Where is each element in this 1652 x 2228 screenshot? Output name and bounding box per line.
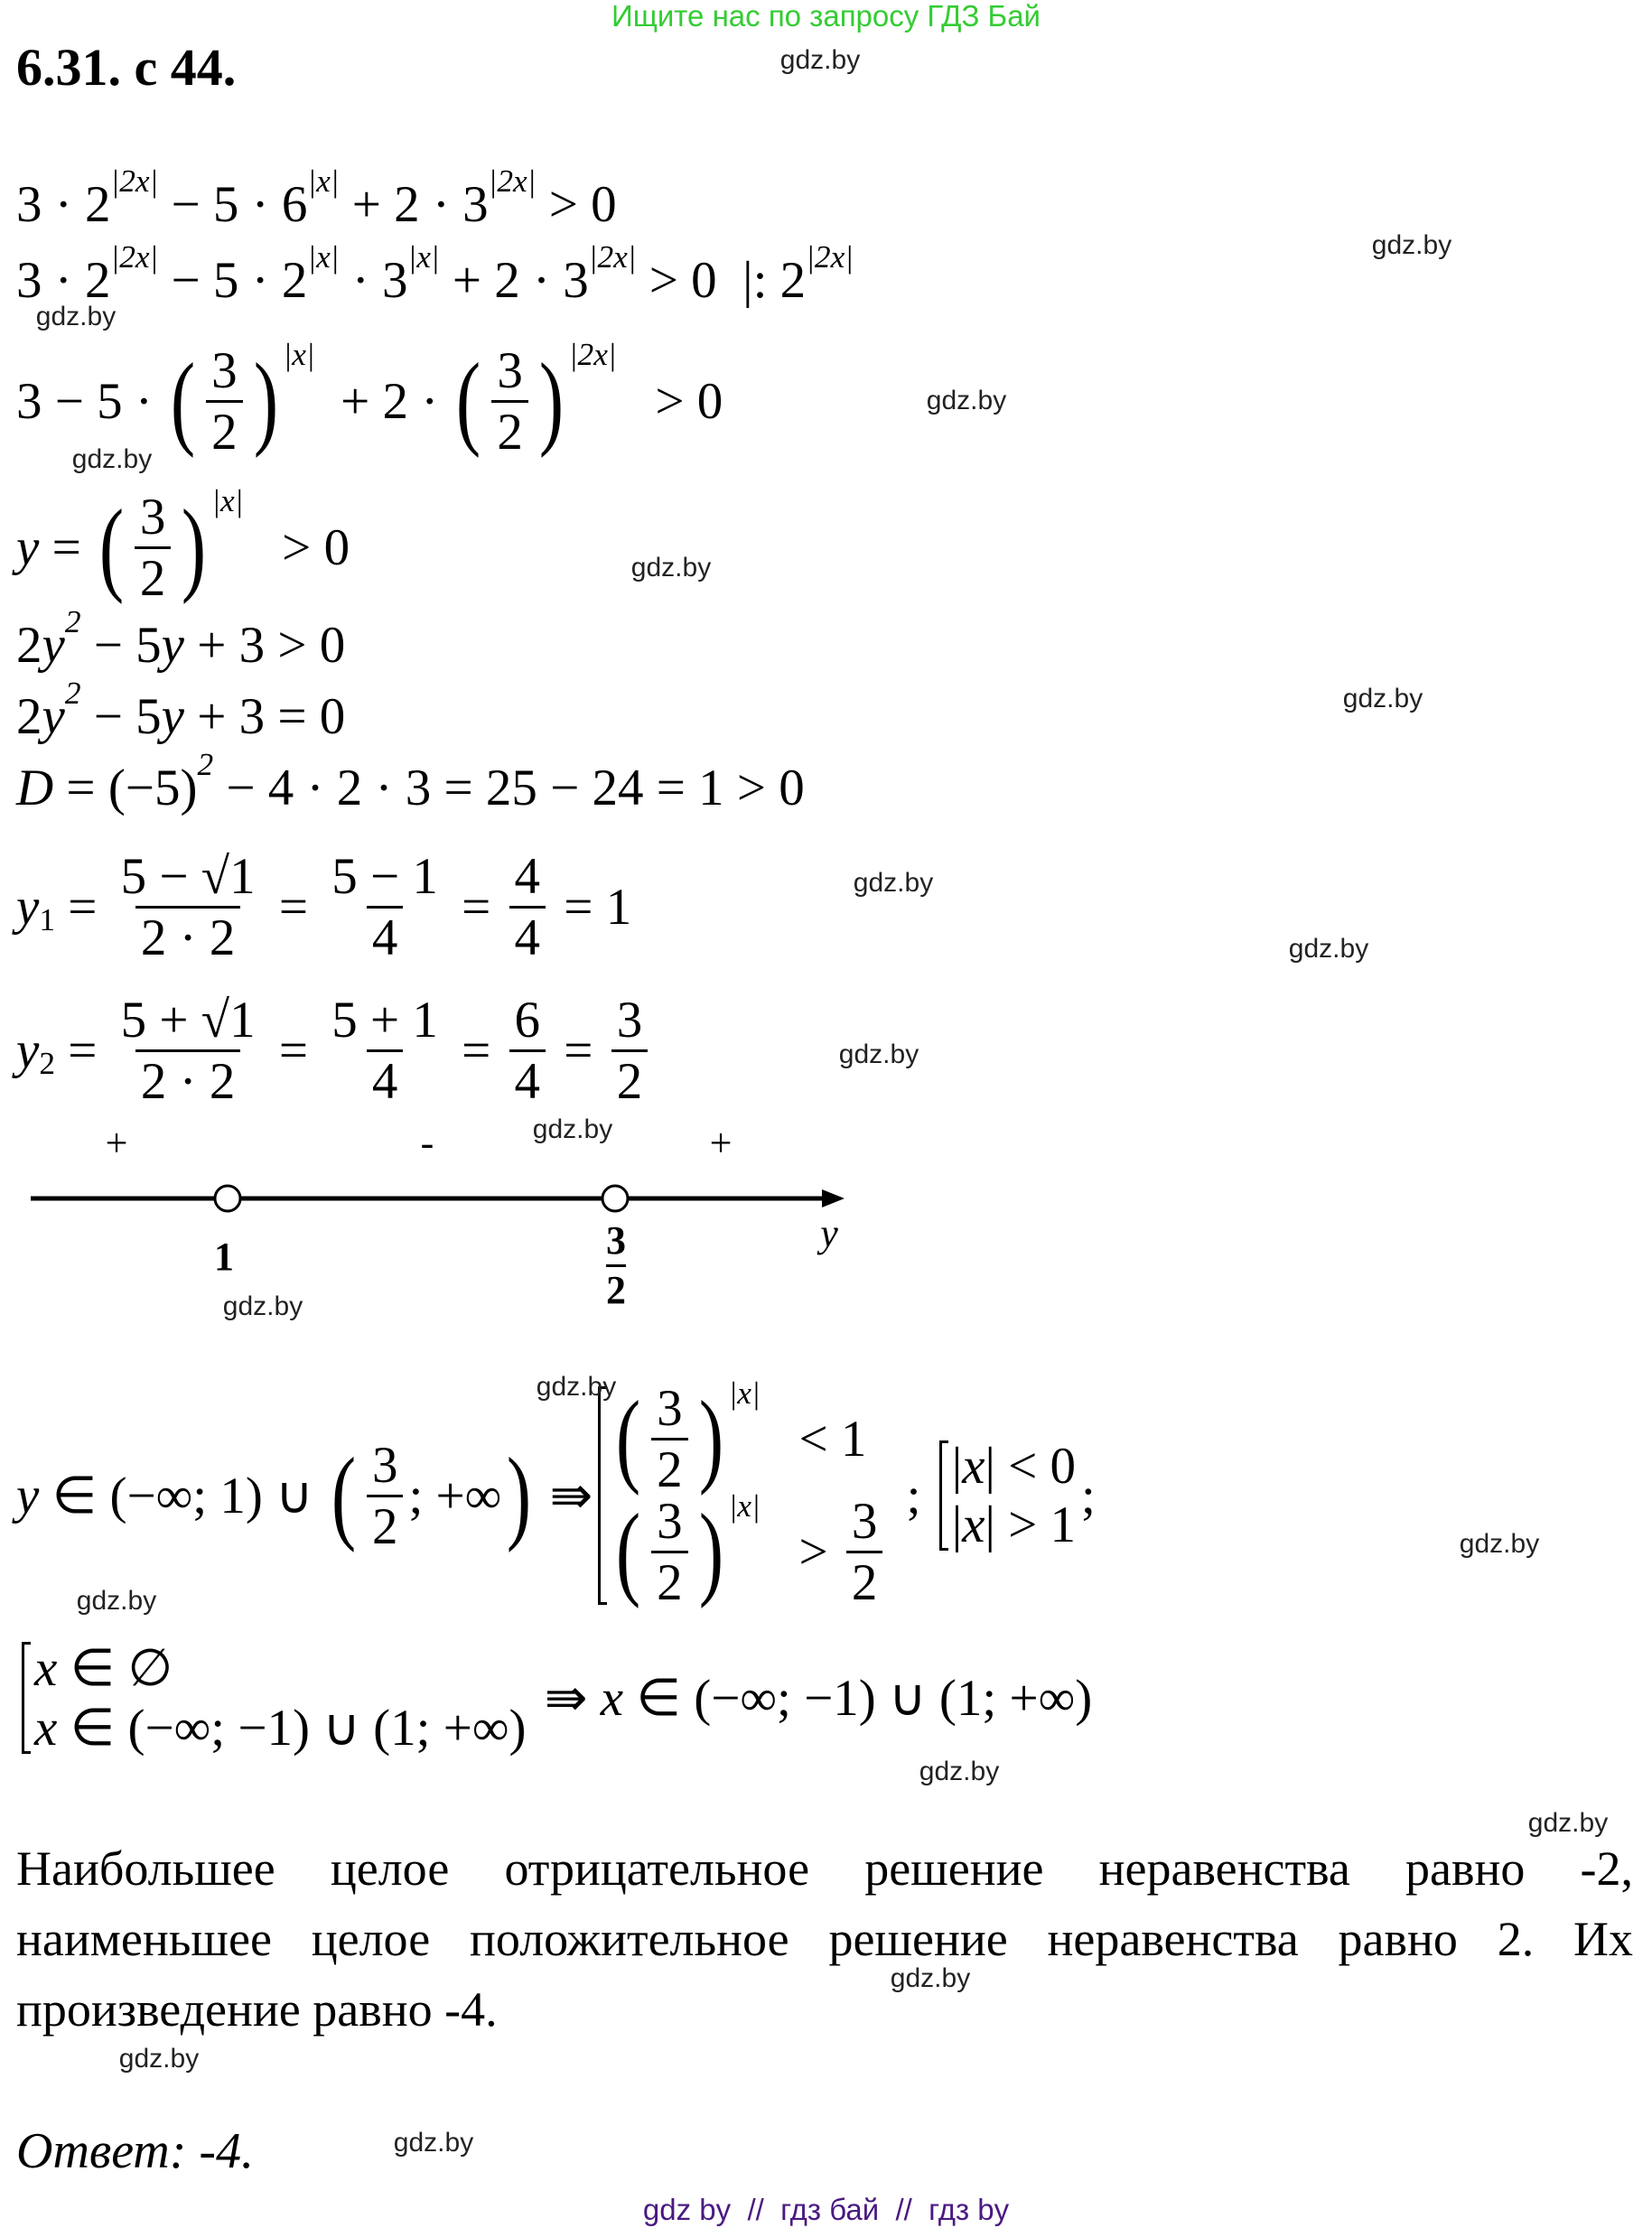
math-text: 3 · 2 xyxy=(16,175,111,233)
open-paren: ( xyxy=(616,1493,641,1610)
parenthesized-fraction xyxy=(94,488,211,607)
parenthesized-fraction xyxy=(611,1493,728,1611)
exponent: |2x| xyxy=(110,239,159,275)
sign-interval-2: - xyxy=(420,1121,434,1165)
math-text: 2 xyxy=(16,616,42,674)
exponent: |2x| xyxy=(110,163,159,200)
axis-arrow-icon xyxy=(822,1189,845,1207)
fraction-denominator: 2 xyxy=(611,1049,649,1107)
math-text: 2 xyxy=(16,687,42,745)
math-text: = xyxy=(551,1021,606,1079)
watermark: gdz.by xyxy=(630,553,712,583)
fraction-denominator: 4 xyxy=(509,906,546,964)
fraction xyxy=(326,847,443,966)
axis-label: y xyxy=(820,1211,838,1255)
math-variable: y xyxy=(16,1467,40,1524)
exponent: 2 xyxy=(197,747,214,783)
fraction-numerator: 3 xyxy=(211,341,238,399)
fraction-denominator: 2 xyxy=(651,1551,688,1608)
watermark: gdz.by xyxy=(76,1586,157,1616)
watermark: gdz.by xyxy=(536,1372,617,1402)
number-line xyxy=(0,1120,903,1337)
exponent: 2 xyxy=(64,604,81,640)
math-variable: x xyxy=(34,1639,58,1697)
watermark: gdz.by xyxy=(71,444,153,474)
watermark: gdz.by xyxy=(532,1114,613,1144)
close-paren: ) xyxy=(538,341,564,459)
watermark: gdz.by xyxy=(222,1291,303,1321)
math-text: − 5 xyxy=(80,616,162,674)
math-text: = xyxy=(448,878,504,936)
fraction xyxy=(491,341,528,461)
subscript: 2 xyxy=(39,1045,55,1081)
math-text: + 2 · 3 xyxy=(439,251,589,309)
sign-interval-1: + xyxy=(105,1121,128,1165)
math-text: − 5 xyxy=(80,687,162,745)
fraction-numerator: 5 + √1 xyxy=(120,991,256,1049)
math-text: ∈ (−∞; −1) ∪ (1; +∞) xyxy=(57,1700,527,1757)
parenthesized-fraction xyxy=(165,341,283,461)
fraction xyxy=(116,991,261,1110)
math-variable: y xyxy=(42,687,65,745)
math-text: 3 · 2 xyxy=(16,251,111,309)
exponent: |x| xyxy=(728,1375,761,1411)
math-variable: x xyxy=(962,1496,985,1553)
math-variable: x xyxy=(34,1699,58,1757)
math-text: ⇛ xyxy=(537,1468,593,1524)
exponent: |x| xyxy=(307,239,340,275)
system-row xyxy=(34,1698,527,1757)
exponent: |x| xyxy=(283,337,315,373)
point-label-1: 1 xyxy=(214,1235,234,1279)
math-text: ∈ (−∞; −1) ∪ (1; +∞) xyxy=(623,1670,1093,1727)
fraction-numerator: 5 − √1 xyxy=(120,847,256,905)
math-text: < 1 xyxy=(760,1411,867,1468)
system-row xyxy=(952,1437,1076,1496)
exponent: |x| xyxy=(728,1487,761,1524)
math-text: 3 − 5 · xyxy=(16,372,166,430)
math-text: · 3 xyxy=(339,251,408,309)
math-text: | xyxy=(951,1438,963,1495)
exponent: |2x| xyxy=(568,337,617,373)
fraction-denominator: 2 xyxy=(367,1495,404,1552)
watermark: gdz.by xyxy=(890,1963,971,1993)
watermark: gdz.by xyxy=(1342,684,1423,713)
fraction xyxy=(206,341,243,461)
fraction xyxy=(116,847,261,966)
watermark: gdz.by xyxy=(838,1039,919,1069)
fraction-denominator: 4 xyxy=(367,906,404,964)
math-text: = xyxy=(448,1021,504,1079)
watermark: gdz.by xyxy=(1459,1529,1540,1559)
close-paren: ) xyxy=(182,488,207,605)
sign-interval-3: + xyxy=(709,1121,733,1165)
fraction-numerator: 3 xyxy=(497,341,523,399)
fraction xyxy=(135,488,172,607)
math-text: > 0 xyxy=(536,175,617,233)
math-variable: y xyxy=(16,1021,40,1079)
exponent: 2 xyxy=(64,676,81,712)
open-paren: ( xyxy=(98,488,125,605)
fraction-numerator: 3 xyxy=(139,488,166,545)
system-bracket xyxy=(22,1638,527,1757)
math-text: > xyxy=(760,1524,841,1580)
fraction-numerator: 3 xyxy=(851,1493,878,1550)
math-text: + 3 > 0 xyxy=(183,616,346,674)
fraction-denominator: 2 xyxy=(491,400,528,458)
fraction-denominator: 2 · 2 xyxy=(135,906,240,964)
math-text: = 1 xyxy=(551,878,632,936)
math-text: ; xyxy=(1081,1467,1096,1524)
point-label-2-num: 3 xyxy=(606,1218,626,1263)
point-label-2 xyxy=(606,1218,626,1312)
subscript: 1 xyxy=(39,901,55,937)
system-bracket xyxy=(598,1375,888,1611)
exponent: |x| xyxy=(407,239,440,275)
watermark: gdz.by xyxy=(779,45,861,75)
fraction-numerator: 5 − 1 xyxy=(331,847,438,905)
watermark: gdz.by xyxy=(1288,934,1369,964)
math-text: > 0 |: 2 xyxy=(636,251,807,309)
open-point-1 xyxy=(215,1186,240,1211)
math-text: + 3 = 0 xyxy=(183,687,346,745)
system-row xyxy=(611,1375,888,1498)
watermark: gdz.by xyxy=(118,2044,200,2074)
math-text: ⇛ xyxy=(531,1670,601,1727)
big-parenthesis: ( xyxy=(331,1436,357,1553)
math-variable: x xyxy=(962,1438,985,1495)
fraction-denominator: 4 xyxy=(367,1049,404,1107)
math-variable: D xyxy=(16,759,54,816)
math-text: + 2 · 3 xyxy=(339,175,489,233)
fraction xyxy=(326,991,443,1110)
math-variable: y xyxy=(161,616,184,674)
watermark: gdz.by xyxy=(1527,1808,1609,1838)
fraction xyxy=(651,1380,688,1498)
math-text: = (−5) xyxy=(53,759,198,816)
math-text: | xyxy=(951,1496,963,1553)
fraction-denominator: 2 xyxy=(846,1551,883,1608)
math-variable: x xyxy=(600,1669,624,1727)
math-text: − 5 · 2 xyxy=(158,251,308,309)
math-text: > 0 xyxy=(243,518,350,576)
math-text: = xyxy=(266,878,322,936)
big-parenthesis: ) xyxy=(507,1436,532,1553)
close-paren: ) xyxy=(698,1380,723,1497)
answer: Ответ: -4. xyxy=(16,2123,255,2179)
open-paren: ( xyxy=(456,341,481,459)
fraction-numerator: 3 xyxy=(657,1380,683,1437)
system-bracket xyxy=(939,1437,1076,1554)
footer-links: gdz by // гдз бай // гдз by xyxy=(642,2193,1010,2226)
parenthesized-fraction xyxy=(451,341,568,461)
math-text: ; +∞ xyxy=(408,1467,502,1524)
math-text: = xyxy=(266,1021,322,1079)
watermark: gdz.by xyxy=(35,302,117,331)
math-text: ; xyxy=(893,1467,934,1524)
fraction-denominator: 2 · 2 xyxy=(135,1049,240,1107)
math-text: | > 1 xyxy=(985,1496,1076,1553)
number-line-axis xyxy=(0,1120,903,1337)
conclusion-paragraph: Наибольшее целое отрицательное решение неравенства равно -2, наименьшее целое положительное решение неравенства равно 2. Их произведение равно -4. xyxy=(16,1841,1633,2037)
fraction xyxy=(367,1436,404,1555)
math-variable: y xyxy=(16,878,40,936)
parenthesized-fraction xyxy=(611,1380,728,1498)
fraction-denominator: 4 xyxy=(509,1049,546,1107)
fraction-denominator: 2 xyxy=(135,546,172,604)
math-variable: y xyxy=(161,687,184,745)
math-text: + 2 · xyxy=(314,372,452,430)
exponent: |2x| xyxy=(588,239,637,275)
math-text: = xyxy=(54,878,110,936)
problem-title: 6.31. с 44. xyxy=(16,38,237,97)
exponent: |x| xyxy=(307,163,340,200)
search-banner: Ищите нас по запросу ГДЗ Бай xyxy=(611,0,1041,33)
fraction xyxy=(509,847,546,966)
watermark: gdz.by xyxy=(1371,230,1452,260)
math-variable: y xyxy=(42,616,65,674)
close-paren: ) xyxy=(698,1493,723,1610)
math-text: = xyxy=(39,518,94,576)
fraction-denominator: 2 xyxy=(206,400,243,458)
fraction-denominator: 2 xyxy=(651,1438,688,1496)
watermark: gdz.by xyxy=(393,2128,474,2158)
system-row xyxy=(34,1638,527,1698)
open-paren: ( xyxy=(170,341,196,459)
math-text: ∈ (−∞; 1) ∪ xyxy=(39,1468,327,1524)
fraction-numerator: 4 xyxy=(514,847,541,905)
fraction-numerator: 6 xyxy=(514,991,541,1049)
math-text: = xyxy=(54,1021,110,1079)
system-row xyxy=(611,1487,888,1611)
exponent: |2x| xyxy=(488,163,537,200)
math-text: − 5 · 6 xyxy=(158,175,308,233)
system-row xyxy=(952,1496,1076,1554)
fraction xyxy=(651,1493,688,1611)
math-text: | < 0 xyxy=(985,1438,1076,1495)
fraction xyxy=(509,991,546,1110)
fraction-numerator: 3 xyxy=(657,1493,683,1550)
fraction-numerator: 5 + 1 xyxy=(331,991,438,1049)
open-point-2 xyxy=(602,1186,628,1211)
fraction-numerator: 3 xyxy=(371,1436,398,1494)
math-text: − 4 · 2 · 3 = 25 − 24 = 1 > 0 xyxy=(213,759,805,816)
exponent: |x| xyxy=(211,483,244,519)
exponent: |2x| xyxy=(806,239,854,275)
watermark: gdz.by xyxy=(919,1757,1000,1786)
open-paren: ( xyxy=(616,1380,641,1497)
watermark: gdz.by xyxy=(926,386,1007,415)
math-variable: y xyxy=(16,518,40,576)
math-text: ∈ ∅ xyxy=(57,1640,173,1697)
fraction-numerator: 3 xyxy=(616,991,643,1049)
math-text: > 0 xyxy=(616,372,723,430)
fraction xyxy=(846,1493,883,1611)
point-label-2-den: 2 xyxy=(606,1264,626,1310)
fraction xyxy=(611,991,649,1110)
close-paren: ) xyxy=(253,341,278,459)
watermark: gdz.by xyxy=(853,868,934,898)
